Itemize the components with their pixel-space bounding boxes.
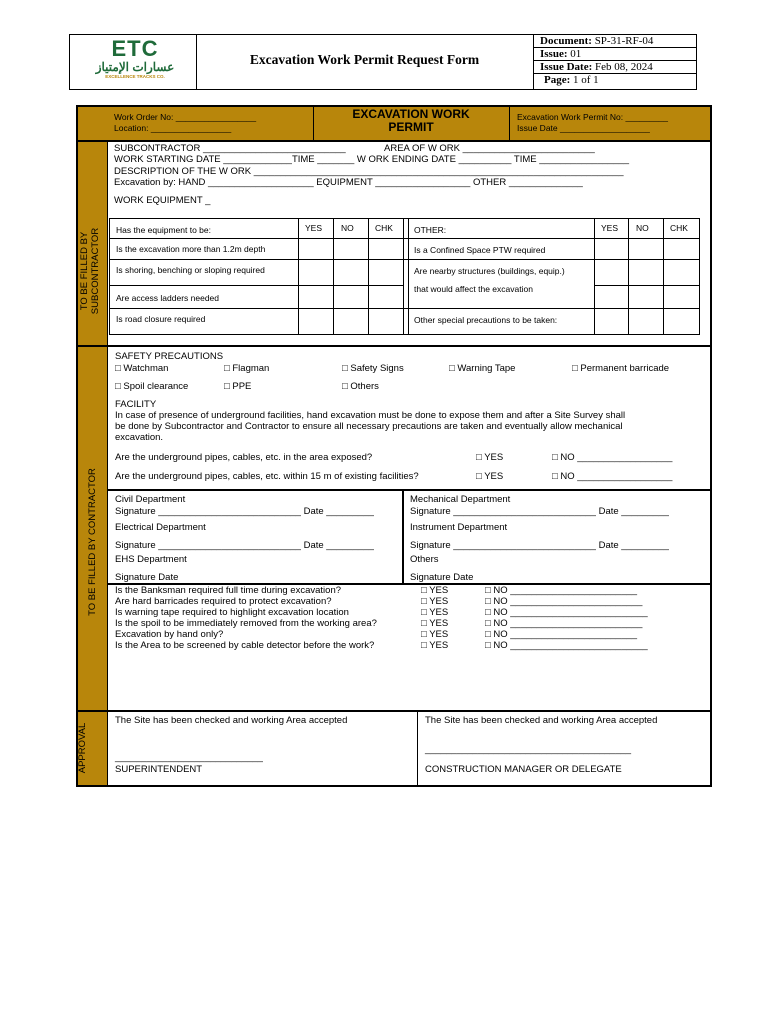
logo-arabic: عسارات الإمتياز <box>95 60 175 74</box>
dept-signature[interactable]: Signature Date <box>115 572 179 583</box>
facility-text: excavation. <box>115 432 164 443</box>
safety-option[interactable]: □ Flagman <box>224 363 270 374</box>
dept-signature[interactable]: Signature ___________________________ Date _________ <box>410 506 669 517</box>
checklist-left-header: Has the equipment to be: <box>116 225 211 235</box>
dept-signature[interactable]: Signature ___________________________ Date _________ <box>115 506 374 517</box>
work-order-field[interactable]: Work Order No: _________________ <box>114 112 257 122</box>
col-no: NO <box>341 223 354 233</box>
safety-option[interactable]: □ Spoil clearance <box>115 381 189 392</box>
facility-question: Are the underground pipes, cables, etc. within 15 m of existing facilities? <box>115 471 419 482</box>
superintendent-signature-line[interactable]: ____________________________ <box>115 752 263 763</box>
location-field[interactable]: Location: _________________ <box>114 123 232 133</box>
facility-text: In case of presence of underground facilities, hand excavation must be done to expose them and after a Site Survey shall <box>115 410 626 421</box>
facility-text: be done by Subcontractor and Contractor to ensure all necessary precautions are taken and eventually allow mechanical <box>115 421 623 432</box>
cable-detector-question: Is the Area to be screened by cable detector before the work? <box>115 640 375 651</box>
facility-question: Are the underground pipes, cables, etc. in the area exposed? <box>115 452 373 463</box>
approval-statement-left: The Site has been checked and working Area accepted <box>115 715 348 726</box>
safety-option[interactable]: □ Others <box>342 381 379 392</box>
checklist-row: Are nearby structures (buildings, equip.) <box>414 266 565 276</box>
area-of-work-field[interactable]: AREA OF W ORK _________________________ <box>384 143 595 154</box>
yes-option[interactable]: □ YES <box>421 618 449 629</box>
yes-option[interactable]: □ YES <box>421 640 449 651</box>
permit-number-field[interactable]: Excavation Work Permit No: _________ <box>517 112 669 122</box>
page-number: Page: 1 of 1 <box>544 74 599 86</box>
checklist-row: Is a Confined Space PTW required <box>414 245 546 255</box>
col-yes: YES <box>305 223 323 233</box>
issue-number: Issue: 01 <box>540 48 582 60</box>
dept-mechanical: Mechanical Department <box>410 494 511 505</box>
yes-option[interactable]: □ YES <box>421 607 449 618</box>
issue-date: Issue Date: Feb 08, 2024 <box>540 61 653 73</box>
dept-civil: Civil Department <box>115 494 186 505</box>
safety-option[interactable]: □ Watchman <box>115 363 169 374</box>
dept-signature[interactable]: Signature Date <box>410 572 474 583</box>
manager-label: CONSTRUCTION MANAGER OR DELEGATE <box>425 764 622 775</box>
form-body <box>76 105 712 787</box>
no-option[interactable]: □ NO __________________ <box>552 452 673 463</box>
excavation-by-field[interactable]: Excavation by: HAND ____________________ EQUIPMENT __________________ OTHER ______________ <box>114 177 583 188</box>
safety-option[interactable]: □ Permanent barricade <box>572 363 670 374</box>
yes-option[interactable]: □ YES <box>476 452 504 463</box>
yes-option[interactable]: □ YES <box>421 629 449 640</box>
dept-signature[interactable]: Signature ___________________________ Date _________ <box>410 540 669 551</box>
work-equipment-field[interactable]: WORK EQUIPMENT _ <box>114 195 211 206</box>
dept-instrument: Instrument Department <box>410 522 508 533</box>
dept-electrical: Electrical Department <box>115 522 206 533</box>
approval-statement-right: The Site has been checked and working Area accepted <box>425 715 658 726</box>
manager-signature-line[interactable]: _______________________________________ <box>425 744 632 755</box>
dept-others: Others <box>410 554 439 565</box>
no-option[interactable]: □ NO ________________________ <box>485 629 638 640</box>
spoil-question: Is the spoil to be immediately removed from the working area? <box>115 618 377 629</box>
company-logo <box>90 38 180 88</box>
safety-option[interactable]: □ Warning Tape <box>449 363 516 374</box>
yes-option[interactable]: □ YES <box>476 471 504 482</box>
col-yes-right: YES <box>601 223 619 233</box>
dept-ehs: EHS Department <box>115 554 187 565</box>
checklist-row: Is road closure required <box>116 314 206 324</box>
side-label-subcontractor: TO BE FILLED BY SUBCONTRACTOR <box>79 227 101 315</box>
checklist-row: Is the excavation more than 1.2m depth <box>116 244 266 254</box>
hand-excavation-question: Excavation by hand only? <box>115 629 224 640</box>
col-chk-right: CHK <box>670 223 688 233</box>
no-option[interactable]: □ NO ________________________ <box>485 585 638 596</box>
safety-option[interactable]: □ Safety Signs <box>342 363 404 374</box>
no-option[interactable]: □ NO _________________________ <box>485 596 643 607</box>
col-chk: CHK <box>375 223 393 233</box>
side-label-approval: APPROVAL <box>77 722 88 774</box>
doc-number: Document: SP-31-RF-04 <box>540 35 654 47</box>
checklist-row: Other special precautions to be taken: <box>414 315 558 325</box>
yes-option[interactable]: □ YES <box>421 585 449 596</box>
banksman-question: Is the Banksman required full time during excavation? <box>115 585 342 596</box>
warning-tape-question: Is warning tape required to highlight excavation location <box>115 607 349 618</box>
barricade-question: Are hard barricades required to protect excavation? <box>115 596 332 607</box>
checklist-right-header: OTHER: <box>414 225 447 235</box>
superintendent-label: SUPERINTENDENT <box>115 764 203 775</box>
permit-issue-date-field[interactable]: Issue Date ___________________ <box>517 123 650 133</box>
no-option[interactable]: □ NO _________________________ <box>485 618 643 629</box>
subcontractor-field[interactable]: SUBCONTRACTOR ___________________________ <box>114 143 346 154</box>
checklist-row: Are access ladders needed <box>116 293 220 303</box>
form-title: Excavation Work Permit Request Form <box>249 52 480 67</box>
work-description-field[interactable]: DESCRIPTION OF THE W ORK ______________________________________________________________________ <box>114 166 624 177</box>
side-label-contractor: TO BE FILLED BY CONTRACTOR <box>87 468 98 616</box>
no-option[interactable]: □ NO __________________________ <box>485 640 648 651</box>
logo-subtitle: EXCELLENCE TRACKS CO. <box>105 74 165 79</box>
work-dates-field[interactable]: WORK STARTING DATE _____________TIME _______ W ORK ENDING DATE __________ TIME _________________ <box>114 154 630 165</box>
checklist-row: that would affect the excavation <box>414 284 533 294</box>
no-option[interactable]: □ NO __________________________ <box>485 607 648 618</box>
safety-title: SAFETY PRECAUTIONS <box>115 351 224 362</box>
facility-title: FACILITY <box>115 399 157 410</box>
checklist-row: Is shoring, benching or sloping required <box>116 265 265 275</box>
dept-signature[interactable]: Signature ___________________________ Date _________ <box>115 540 374 551</box>
no-option[interactable]: □ NO __________________ <box>552 471 673 482</box>
safety-option[interactable]: □ PPE <box>224 381 252 392</box>
col-no-right: NO <box>636 223 649 233</box>
permit-title: EXCAVATION WORK PERMIT <box>352 107 470 134</box>
yes-option[interactable]: □ YES <box>421 596 449 607</box>
logo-mark: ETC <box>111 36 159 61</box>
